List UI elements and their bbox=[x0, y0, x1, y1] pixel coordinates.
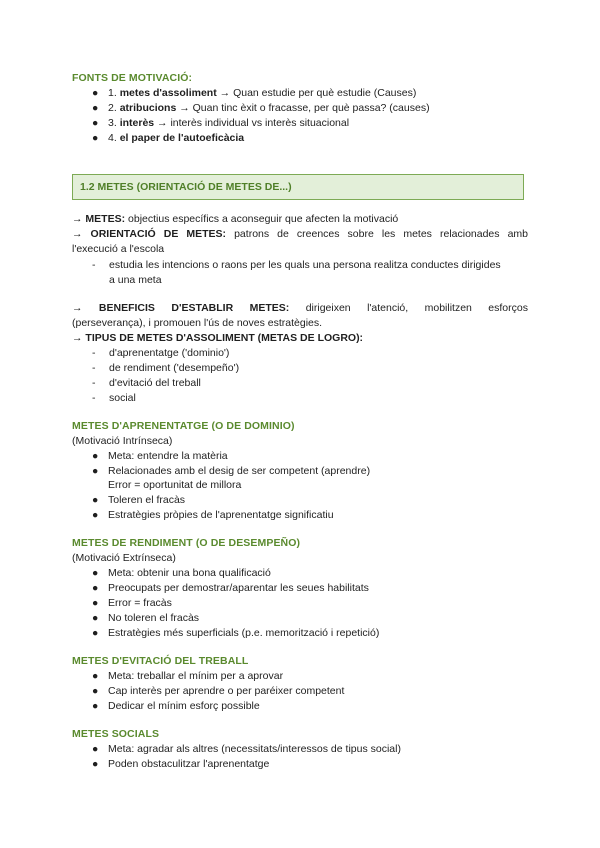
aprenentatge-subtitle: (Motivació Intrínseca) bbox=[72, 435, 173, 447]
dash-text: estudia les intencions o raons per les quals una persona realitza conductes dirigides bbox=[109, 259, 501, 271]
dash-marker: - bbox=[92, 362, 96, 374]
bullet-icon: ● bbox=[92, 685, 99, 697]
bullet-icon: ● bbox=[92, 494, 99, 506]
dash-text: a una meta bbox=[109, 274, 162, 286]
metes-label: → METES: bbox=[72, 213, 126, 225]
bullet-icon: ● bbox=[92, 102, 99, 114]
dash-text: d'evitació del treball bbox=[109, 377, 201, 389]
bullet-icon: ● bbox=[92, 670, 99, 682]
list-item-text: Error = oportunitat de millora bbox=[108, 479, 242, 491]
orientacio-continuation: l'execució a l'escola bbox=[72, 243, 165, 255]
dash-marker: - bbox=[92, 377, 96, 389]
beneficis-continuation: (perseverança), i promouen l'ús de noves estratègies. bbox=[72, 317, 323, 329]
item-term: interès bbox=[119, 117, 155, 129]
dash-text: social bbox=[109, 392, 136, 404]
bullet-icon: ● bbox=[92, 743, 99, 755]
list-item-text: Estratègies més superficials (p.e. memorització i repetició) bbox=[108, 627, 380, 639]
list-item-text: Meta: agradar als altres (necessitats/interessos de tipus social) bbox=[108, 743, 401, 755]
item-number: 3. bbox=[108, 117, 117, 129]
item-text: → Quan estudie per què estudie (Causes) bbox=[216, 87, 417, 99]
orientacio-text: patrons de creences sobre les metes relacionades amb bbox=[226, 228, 528, 240]
bullet-icon: ● bbox=[92, 117, 99, 129]
list-item-text: Meta: obtenir una bona qualificació bbox=[108, 567, 271, 579]
item-number: 2. bbox=[108, 102, 117, 114]
item-number: 1. bbox=[108, 87, 117, 99]
metes-definition bbox=[72, 212, 528, 227]
bullet-icon: ● bbox=[92, 465, 99, 477]
list-item-text: Toleren el fracàs bbox=[108, 494, 186, 506]
item-text: → Quan tinc èxit o fracasse, per què passa? (causes) bbox=[176, 102, 430, 114]
beneficis-text: dirigeixen l'atenció, mobilitzen esforços bbox=[289, 302, 528, 314]
list-item-text: Meta: treballar el mínim per a aprovar bbox=[108, 670, 284, 682]
list-item-text: No toleren el fracàs bbox=[108, 612, 200, 624]
bullet-icon: ● bbox=[92, 582, 99, 594]
section-title-box bbox=[72, 174, 524, 200]
dash-marker: - bbox=[92, 392, 96, 404]
socials-heading: METES SOCIALS bbox=[72, 728, 160, 740]
bullet-icon: ● bbox=[92, 612, 99, 624]
dash-marker: - bbox=[92, 259, 96, 271]
beneficis-definition bbox=[72, 301, 528, 316]
list-item-text: Dedicar el mínim esforç possible bbox=[108, 700, 260, 712]
item-text: → interès individual vs interès situacional bbox=[154, 117, 350, 129]
list-item-text: Cap interès per aprendre o per paréixer competent bbox=[108, 685, 345, 697]
list-item-text: Relacionades amb el desig de ser competent (aprendre) bbox=[108, 465, 371, 477]
tipus-label: → TIPUS DE METES D'ASSOLIMENT (METAS DE LOGRO): bbox=[72, 332, 364, 344]
bullet-icon: ● bbox=[92, 700, 99, 712]
tipus-heading bbox=[72, 331, 528, 346]
fonts-heading: FONTS DE MOTIVACIÓ: bbox=[72, 72, 193, 84]
list-item-text: Error = fracàs bbox=[108, 597, 172, 609]
list-item-text: Poden obstaculitzar l'aprenentatge bbox=[108, 758, 270, 770]
orientacio-label: → ORIENTACIÓ DE METES: bbox=[72, 228, 227, 240]
aprenentatge-heading: METES D'APRENENTATGE (O DE DOMINIO) bbox=[72, 420, 295, 432]
bullet-icon: ● bbox=[92, 567, 99, 579]
item-term: metes d'assoliment bbox=[119, 87, 217, 99]
item-term: el paper de l'autoeficàcia bbox=[119, 132, 245, 144]
bullet-icon: ● bbox=[92, 758, 99, 770]
bullet-icon: ● bbox=[92, 627, 99, 639]
section-title: 1.2 METES (ORIENTACIÓ DE METES DE...) bbox=[80, 181, 292, 193]
bullet-icon: ● bbox=[92, 597, 99, 609]
bullet-icon: ● bbox=[92, 87, 99, 99]
item-term: atribucions bbox=[119, 102, 177, 114]
dash-text: d'aprenentatge ('dominio') bbox=[109, 347, 230, 359]
evitacio-heading: METES D'EVITACIÓ DEL TREBALL bbox=[72, 655, 249, 667]
orientacio-definition bbox=[72, 227, 528, 242]
metes-text: objectius específics a aconseguir que afecten la motivació bbox=[125, 213, 399, 225]
bullet-icon: ● bbox=[92, 450, 99, 462]
bullet-icon: ● bbox=[92, 509, 99, 521]
rendiment-subtitle: (Motivació Extrínseca) bbox=[72, 552, 176, 564]
beneficis-label: → BENEFICIS D'ESTABLIR METES: bbox=[72, 302, 290, 314]
list-item-text: Preocupats per demostrar/aparentar les seues habilitats bbox=[108, 582, 369, 594]
dash-text: de rendiment ('desempeño') bbox=[109, 362, 240, 374]
rendiment-heading: METES DE RENDIMENT (O DE DESEMPEÑO) bbox=[72, 537, 301, 549]
list-item-text: Meta: entendre la matèria bbox=[108, 450, 228, 462]
bullet-icon: ● bbox=[92, 132, 99, 144]
list-item-text: Estratègies pròpies de l'aprenentatge significatiu bbox=[108, 509, 334, 521]
dash-marker: - bbox=[92, 347, 96, 359]
item-number: 4. bbox=[108, 132, 117, 144]
